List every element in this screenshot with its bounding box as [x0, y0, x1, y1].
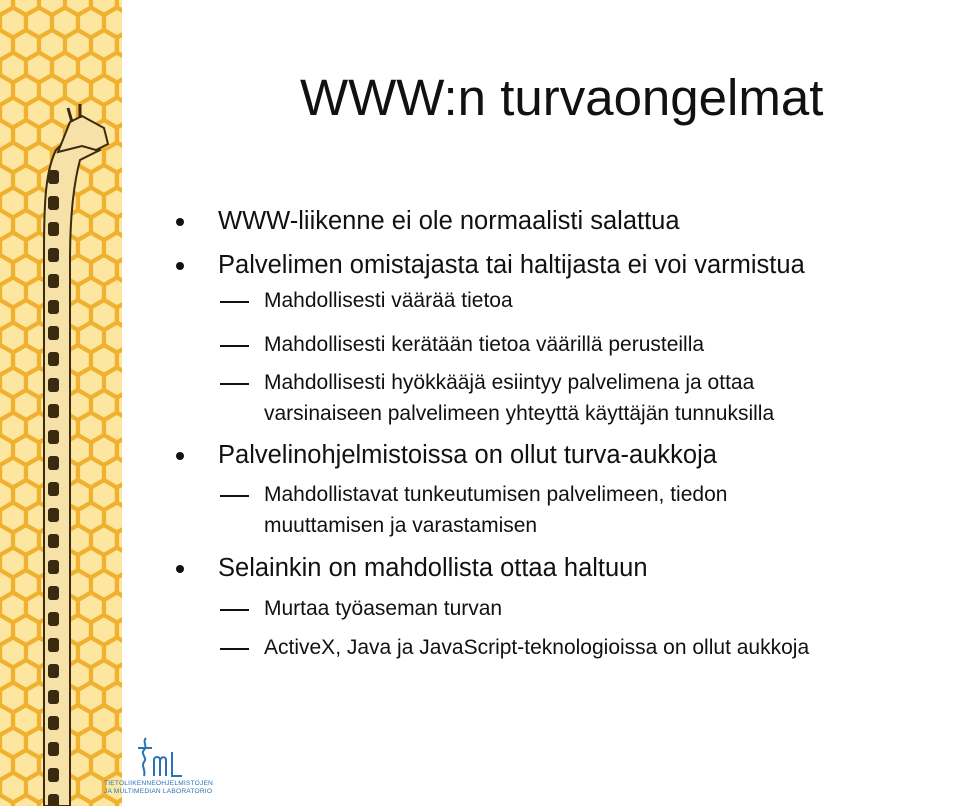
- giraffe-spot: [48, 794, 59, 806]
- giraffe-spot: [48, 404, 59, 418]
- dash-icon: [220, 345, 249, 347]
- giraffe-spot: [48, 742, 59, 756]
- list-item: ActiveX, Java ja JavaScript-teknologioissa on ollut aukkoja: [264, 636, 809, 660]
- giraffe-spot: [48, 300, 59, 314]
- list-item: Mahdollistavat tunkeutumisen palvelimeen, tiedon: [264, 483, 727, 507]
- giraffe-spot: [48, 430, 59, 444]
- giraffe-spot: [48, 456, 59, 470]
- slide-title: WWW:n turvaongelmat: [300, 69, 824, 126]
- giraffe-spot: [48, 638, 59, 652]
- dash-icon: [220, 648, 249, 650]
- lab-logo: [104, 736, 244, 804]
- lab-name: TIETOLIIKENNEOHJELMISTOJEN JA MULTIMEDIAN LABORATORIO: [104, 780, 214, 795]
- list-item: Palvelimen omistajasta tai haltijasta ei voi varmistua: [218, 251, 805, 280]
- list-item: WWW-liikenne ei ole normaalisti salattua: [218, 207, 680, 236]
- giraffe-spot: [48, 560, 59, 574]
- dash-icon: [220, 609, 249, 611]
- bullet-dot-icon: [176, 565, 184, 573]
- giraffe-spot: [48, 326, 59, 340]
- list-item-continuation: muuttamisen ja varastamisen: [264, 514, 538, 537]
- giraffe-spot: [48, 170, 59, 184]
- giraffe-spot: [48, 482, 59, 496]
- giraffe-spot: [48, 534, 59, 548]
- giraffe-spot: [48, 768, 59, 782]
- giraffe-spot: [48, 222, 59, 236]
- list-item-continuation: varsinaiseen palvelimeen yhteyttä käyttäjän tunnuksilla: [264, 402, 775, 425]
- giraffe-spot: [48, 508, 59, 522]
- tml-logo-icon: [134, 736, 194, 780]
- giraffe-spot: [48, 612, 59, 626]
- giraffe-spot: [48, 716, 59, 730]
- dash-icon: [220, 301, 249, 303]
- list-item: Mahdollisesti kerätään tietoa väärillä perusteilla: [264, 333, 704, 357]
- giraffe-spot: [48, 274, 59, 288]
- list-item: Palvelinohjelmistoissa on ollut turva-aukkoja: [218, 441, 717, 470]
- giraffe-spot: [48, 664, 59, 678]
- list-item: Selainkin on mahdollista ottaa haltuun: [218, 554, 648, 583]
- giraffe-spot: [48, 196, 59, 210]
- bullet-dot-icon: [176, 452, 184, 460]
- dash-icon: [220, 383, 249, 385]
- list-item: Mahdollisesti väärää tietoa: [264, 289, 513, 313]
- giraffe-spot: [48, 248, 59, 262]
- honeycomb-giraffe-illustration: [0, 0, 122, 806]
- bullet-dot-icon: [176, 262, 184, 270]
- bullet-dot-icon: [176, 218, 184, 226]
- dash-icon: [220, 495, 249, 497]
- giraffe-spot: [48, 586, 59, 600]
- giraffe-spot: [48, 352, 59, 366]
- list-item: Murtaa työaseman turvan: [264, 597, 502, 621]
- giraffe-spot: [48, 378, 59, 392]
- giraffe-spot: [48, 690, 59, 704]
- list-item: Mahdollisesti hyökkääjä esiintyy palvelimena ja ottaa: [264, 371, 754, 395]
